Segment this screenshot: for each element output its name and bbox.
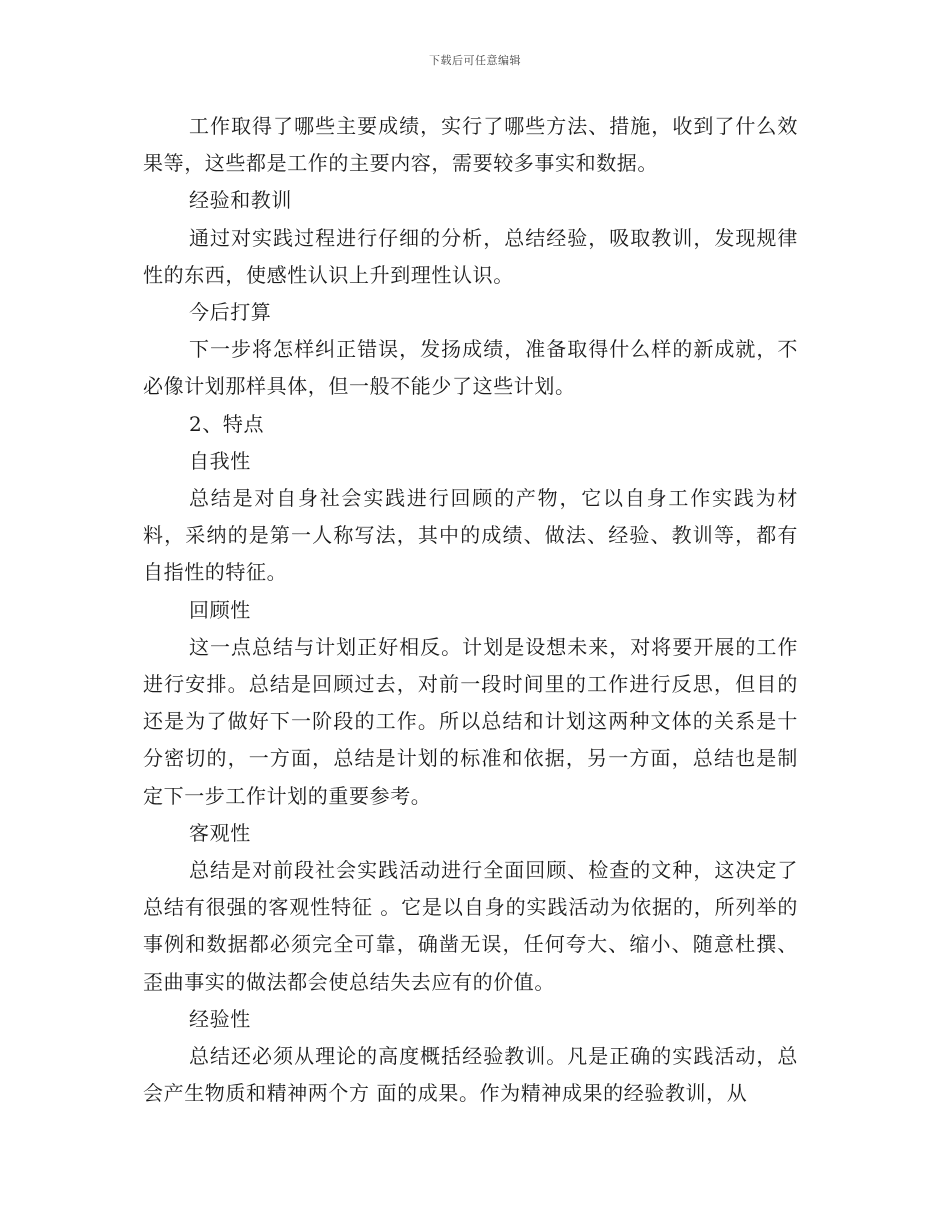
- heading-self-reference: 自我性: [189, 448, 251, 473]
- paragraph-retrospective: 这一点总结与计划正好相反。计划是设想未来，对将要开展的工作进行安排。总结是回顾过去，对前一段时间里的工作进行反思，但目的还是为了做好下一阶段的工作。所以总结和计划这两种文体的关系是十分密切的，一方面，总结是计划的标准和依据，另一方面，总结也是制定下一步工作计划的重要参考。: [143, 634, 798, 808]
- heading-experience-lessons: 经验和教训: [189, 188, 292, 213]
- paragraph-experiential: 总结还必须从理论的高度概括经验教训。凡是正确的实践活动，总会产生物质和精神两个方 面的成果。作为精神成果的经验教训，从: [143, 1044, 798, 1106]
- heading-characteristics: 2、特点: [189, 411, 265, 436]
- document-body: [143, 108, 798, 1112]
- heading-experiential: 经验性: [189, 1006, 251, 1031]
- page-header: 下载后可任意编辑: [429, 54, 521, 67]
- heading-retrospective: 回顾性: [189, 597, 251, 622]
- paragraph-experience-lessons: 通过对实践过程进行仔细的分析，总结经验，吸取教训，发现规律性的东西，使感性认识上升到理性认识。: [143, 225, 798, 287]
- paragraph-results-content: 工作取得了哪些主要成绩，实行了哪些方法、措施，收到了什么效果等，这些都是工作的主要内容，需要较多事实和数据。: [143, 114, 798, 176]
- paragraph-future-plans: 下一步将怎样纠正错误，发扬成绩，准备取得什么样的新成就，不必像计划那样具体，但一般不能少了这些计划。: [143, 337, 798, 399]
- paragraph-objectivity: 总结是对前段社会实践活动进行全面回顾、检查的文种，这决定了总结有很强的客观性特征 。它是以自身的实践活动为依据的，所列举的事例和数据都必须完全可靠，确凿无误，任何夸大、缩小、随意杜撰、歪曲事实的做法都会使总结失去应有的价值。: [143, 858, 798, 994]
- paragraph-self-reference: 总结是对自身社会实践进行回顾的产物，它以自身工作实践为材料，采纳的是第一人称写法，其中的成绩、做法、经验、教训等，都有自指性的特征。: [143, 486, 798, 585]
- heading-future-plans: 今后打算: [189, 300, 272, 325]
- heading-objectivity: 客观性: [189, 820, 251, 845]
